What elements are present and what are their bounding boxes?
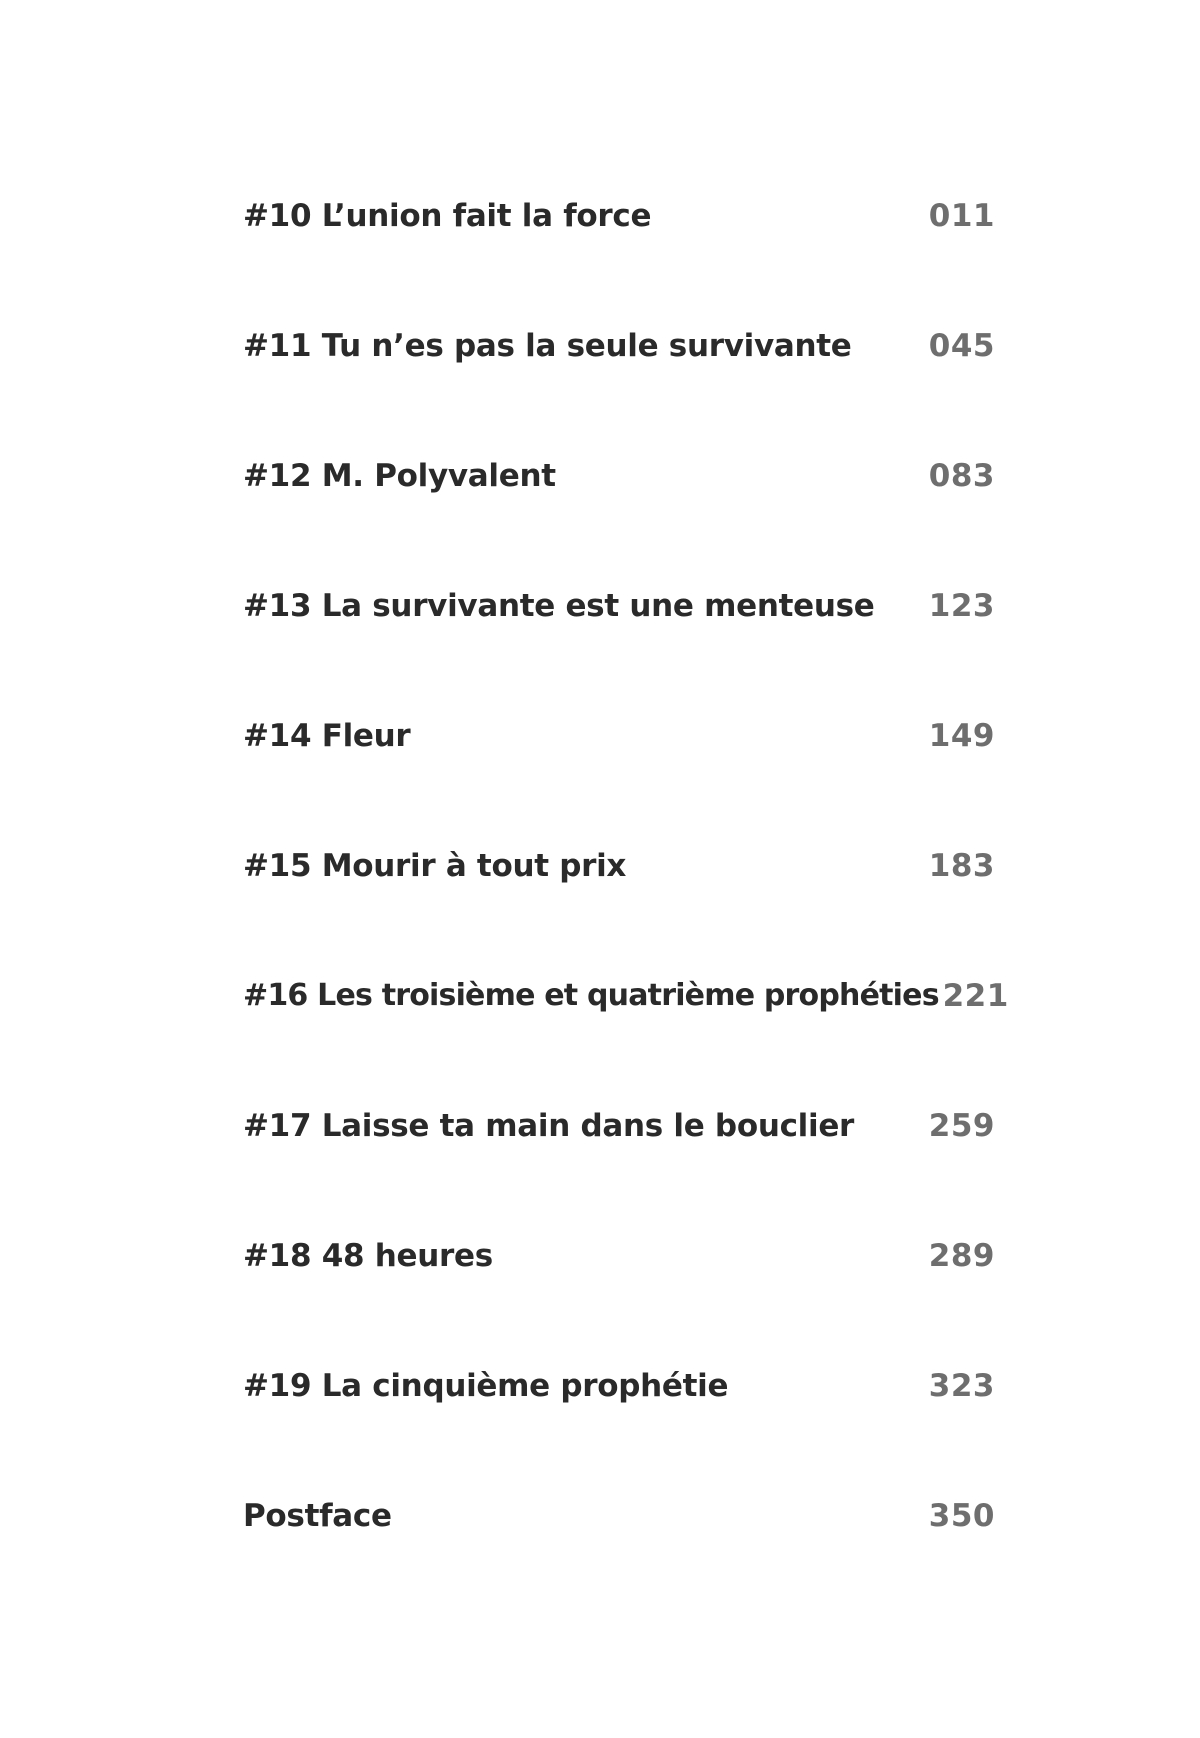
- toc-entry-page-number: 011: [928, 198, 995, 234]
- toc-entry-title: #13 La survivante est une menteuse: [243, 588, 875, 624]
- toc-entry-13[interactable]: [243, 582, 995, 712]
- toc-entry-title: Postface: [243, 1498, 392, 1534]
- toc-entry-18[interactable]: [243, 1232, 995, 1362]
- toc-entry-title: #17 Laisse ta main dans le bouclier: [243, 1108, 855, 1144]
- toc-entry-title: #11 Tu n’es pas la seule survivante: [243, 328, 852, 364]
- toc-entry-11[interactable]: [243, 322, 995, 452]
- toc-entry-page-number: 350: [928, 1498, 995, 1534]
- toc-entry-page-number: 221: [942, 978, 1009, 1014]
- toc-entry-title: #16 Les troisième et quatrième prophéties: [243, 978, 939, 1013]
- toc-entry-title: #12 M. Polyvalent: [243, 458, 556, 494]
- toc-entry-page-number: 323: [928, 1368, 995, 1404]
- toc-entry-17[interactable]: [243, 1102, 995, 1232]
- toc-entry-19[interactable]: [243, 1362, 995, 1492]
- toc-entry-page-number: 045: [928, 328, 995, 364]
- toc-entry-page-number: 123: [928, 588, 995, 624]
- toc-entry-title: #19 La cinquième prophétie: [243, 1368, 729, 1404]
- toc-entry-14[interactable]: [243, 712, 995, 842]
- table-of-contents: [243, 192, 1009, 1622]
- toc-entry-page-number: 183: [928, 848, 995, 884]
- toc-entry-postface[interactable]: [243, 1492, 995, 1622]
- toc-entry-title: #15 Mourir à tout prix: [243, 848, 627, 884]
- toc-entry-title: #18 48 heures: [243, 1238, 493, 1274]
- toc-entry-page-number: 149: [928, 718, 995, 754]
- toc-entry-15[interactable]: [243, 842, 995, 972]
- toc-entry-10[interactable]: [243, 192, 995, 322]
- toc-entry-page-number: 259: [928, 1108, 995, 1144]
- toc-entry-page-number: 289: [928, 1238, 995, 1274]
- toc-entry-page-number: 083: [928, 458, 995, 494]
- toc-entry-16[interactable]: [243, 972, 1009, 1102]
- toc-entry-title: #10 L’union fait la force: [243, 198, 652, 234]
- toc-entry-title: #14 Fleur: [243, 718, 411, 754]
- toc-entry-12[interactable]: [243, 452, 995, 582]
